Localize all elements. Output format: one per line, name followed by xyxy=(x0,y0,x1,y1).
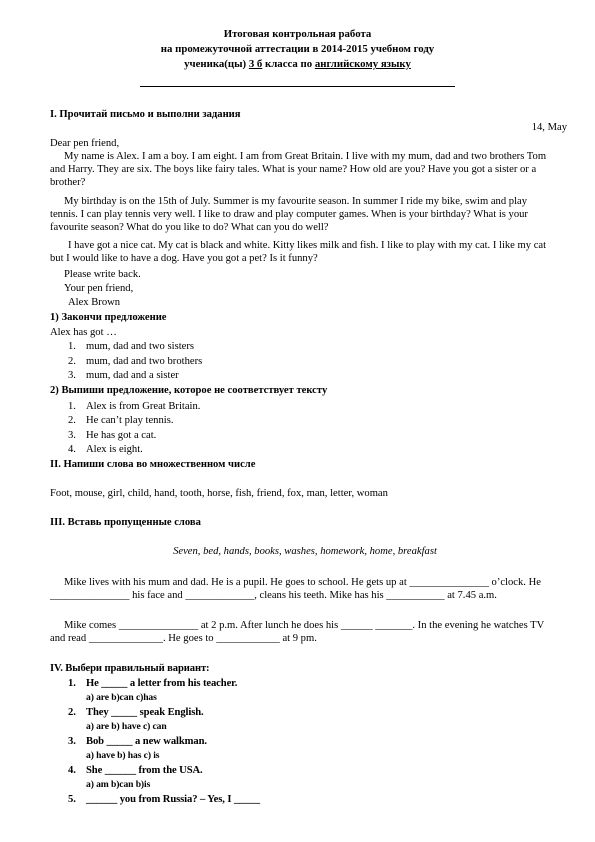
task-2-title: 2) Выпиши предложение, которое не соответствует тексту xyxy=(50,385,328,396)
worksheet-page: Итоговая контрольная работа на промежуточной аттестации в 2014-2015 учебном году ученика(цы) 3 б класса по английскому языку I. Прочитай письмо и выполни задания 14, May Dear pen friend, My name is Alex. I am a boy. I am eight. I am from Great Britain. I live with my mum, dad and two brothers Tom and Harry. They are six. The boys like fairy tales. What is your name? How old are you? Have you got a sister or a brother? My birthday is on the 15th of July. Summer is my favourite season. In summer I ride my bike, swim and play tennis. I can play tennis very well. I like to draw and play computer games. When is your birthday? What is your favourite season? What do you like to do? What can you do well? I have got a nice cat. My cat is black and white. Kitty likes milk and fish. I like to play with my cat. I like my cat but I would like to have a dog. Have you got a pet? Is it funny? Please write back. Your pen friend, Alex Brown 1) Закончи предложение Alex has got … 1. mum, dad and two sisters 2. mum, dad and two brothers 3. mum, dad and a sister 2) Выпиши предложение, которое не соответствует тексту 1. Alex is from Great Britain. 2. He can’t play tennis. 3. He has got a cat. 4. Alex is eight. II. Напиши слова во множественном числе Foot, mouse, girl, child, hand, tooth, horse, fish, friend, fox, man, letter, woman III. Вставь пропущенные слова Seven, bed, hands, books, washes, homework, home, breakfast Mike lives with his mum and dad. He is a pupil. He goes to school. He gets up at _______________ o’clock. He _______________ his face and _____________, cleans his teeth. Mike has his ___________ at 7.45 a.m. Mike comes _______________ at 2 p.m. After lunch he does his ______ _______. In the evening he watches TV and read ______________. He goes to ____________ at 9 pm. IV. Выбери правильный вариант: 1. He _____ a letter from his teacher. a) are b)can c)has 2. They _____ speak English. a) are b) have c) can 3. Bob _____ a new walkman. a) have b) has c) is 4. She ______ from the USA. a) am b)can b)is 5. ______ you from Russia? – Yes, I _____ xyxy=(0,0,595,842)
section-2-title: II. Напиши слова во множественном числе xyxy=(50,459,256,470)
section-4-title: IV. Выбери правильный вариант: xyxy=(50,663,210,674)
letter-paragraph-2: My birthday is on the 15th of July. Summer is my favourite season. In summer I ride my bike, swim and play tennis. I can play tennis very well. I like to draw and play computer games. When is your birthday? What is your favourite season? What do you like to do? What can you do well? xyxy=(50,196,528,233)
header-line-3-pre: ученика(цы) xyxy=(184,58,249,70)
section-1-title: I. Прочитай письмо и выполни задания xyxy=(50,109,241,120)
task-1-stem: Alex has got … xyxy=(50,327,117,338)
header-line-3-mid: класса по xyxy=(262,58,315,70)
header-line-2: на промежуточной аттестации в 2014-2015 учебном году xyxy=(160,43,435,55)
letter-paragraph-3: I have got a nice cat. My cat is black and white. Kitty likes milk and fish. I like to play with my cat. I like my cat but I would like to have a dog. Have you got a pet? Is it funny? xyxy=(50,240,547,264)
word-bank: Seven, bed, hands, books, washes, homework, home, breakfast xyxy=(173,546,437,557)
gap-paragraph-2: Mike comes _______________ at 2 p.m. After lunch he does his ______ _______. In the evening he watches TV and read ______________. He goes to ____________ at 9 pm. xyxy=(50,620,545,644)
header-line-1: Итоговая контрольная работа xyxy=(223,28,372,40)
letter-close-2: Your pen friend, xyxy=(64,283,134,294)
plural-words: Foot, mouse, girl, child, hand, tooth, horse, fish, friend, fox, man, letter, woman xyxy=(50,488,388,499)
task-1-title: 1) Закончи предложение xyxy=(50,312,167,323)
letter-paragraph-1: My name is Alex. I am a boy. I am eight. I am from Great Britain. I live with my mum, dad and two brothers Tom and Harry. They are six. The boys like fairy tales. What is your name? How old are you? Have you got a sister or a brother? xyxy=(50,151,547,188)
letter-signature: Alex Brown xyxy=(68,297,121,308)
gap-paragraph-1: Mike lives with his mum and dad. He is a pupil. He goes to school. He gets up at _______________ o’clock. He _______________ his face and _____________, cleans his teeth. Mike has his ___________ at 7.45 a.m. xyxy=(50,577,541,601)
letter-date: 14, May xyxy=(531,122,567,133)
letter-greeting: Dear pen friend, xyxy=(50,138,120,149)
header-class: 3 б xyxy=(248,58,263,70)
header-subject: английскому языку xyxy=(314,58,411,70)
letter-close-1: Please write back. xyxy=(64,269,141,280)
section-3-title: III. Вставь пропущенные слова xyxy=(50,517,201,528)
header-line-3 xyxy=(0,58,595,71)
header-divider xyxy=(140,86,455,87)
